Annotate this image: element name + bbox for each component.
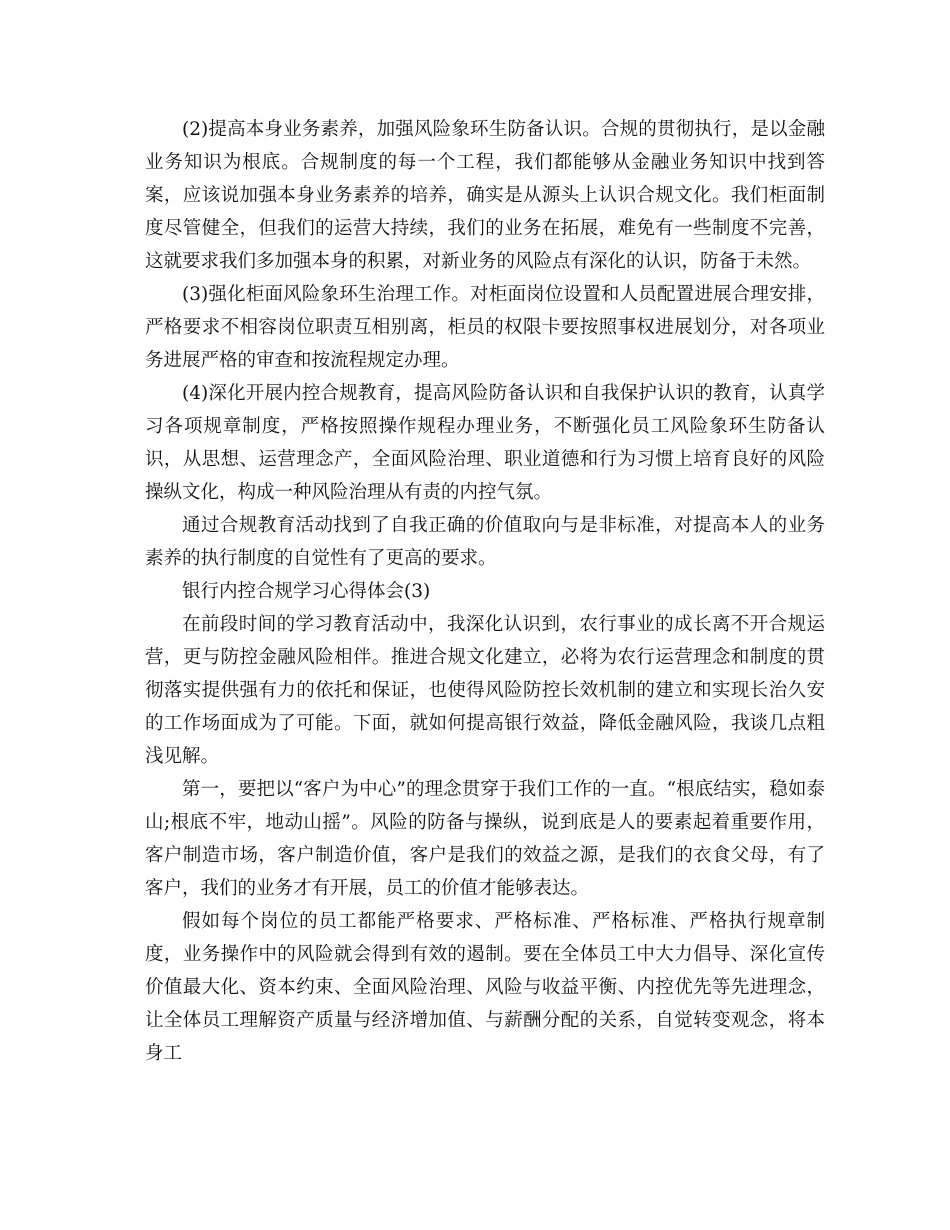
- paragraph: (2)提高本身业务素养，加强风险象环生防备认识。合规的贯彻执行，是以金融业务知识为根底。合规制度的每一个工程，我们都能够从金融业务知识中找到答案，应该说加强本身业务素养的培养，确实是从源头上认识合规文化。我们柜面制度尽管健全，但我们的运营大持续，我们的业务在拓展，难免有一些制度不完善，这就要求我们多加强本身的积累，对新业务的风险点有深化的认识，防备于未然。: [145, 119, 825, 272]
- paragraph: 假如每个岗位的员工都能严格要求、严格标准、严格标准、严格执行规章制度，业务操作中的风险就会得到有效的遏制。要在全体员工中大力倡导、深化宣传价值最大化、资本约束、全面风险治理、风险与收益平衡、内控优先等先进理念，让全体员工理解资产质量与经济增加值、与薪酬分配的关系，自觉转变观念，将本身工: [145, 911, 825, 1064]
- paragraph: (3)强化柜面风险象环生治理工作。对柜面岗位设置和人员配置进展合理安排，严格要求不相容岗位职责互相别离，柜员的权限卡要按照事权进展划分，对各项业务进展严格的审查和按流程规定办理。: [145, 284, 825, 371]
- paragraph: (4)深化开展内控合规教育，提高风险防备认识和自我保护认识的教育，认真学习各项规章制度，严格按照操作规程办理业务，不断强化员工风险象环生防备认识，从思想、运营理念产，全面风险治理、职业道德和行为习惯上培育良好的风险操纵文化，构成一种风险治理从有责的内控气氛。: [145, 383, 825, 503]
- paragraph: 通过合规教育活动找到了自我正确的价值取向与是非标准，对提高本人的业务素养的执行制度的自觉性有了更高的要求。: [145, 515, 825, 569]
- document-body: [145, 113, 825, 1070]
- section-heading: 银行内控合规学习心得体会(3): [182, 581, 431, 602]
- paragraph: 第一，要把以“客户为中心”的理念贯穿于我们工作的一直。“根底结实，稳如泰山;根底不牢，地动山摇”。风险的防备与操纵，说到底是人的要素起着重要作用，客户制造市场，客户制造价值，客户是我们的效益之源，是我们的衣食父母，有了客户，我们的业务才有开展，员工的价值才能够表达。: [145, 779, 825, 899]
- paragraph: 在前段时间的学习教育活动中，我深化认识到，农行事业的成长离不开合规运营，更与防控金融风险相伴。推进合规文化建立，必将为农行运营理念和制度的贯彻落实提供强有力的依托和保证，也使得风险防控长效机制的建立和实现长治久安的工作场面成为了可能。下面，就如何提高银行效益，降低金融风险，我谈几点粗浅见解。: [145, 614, 825, 767]
